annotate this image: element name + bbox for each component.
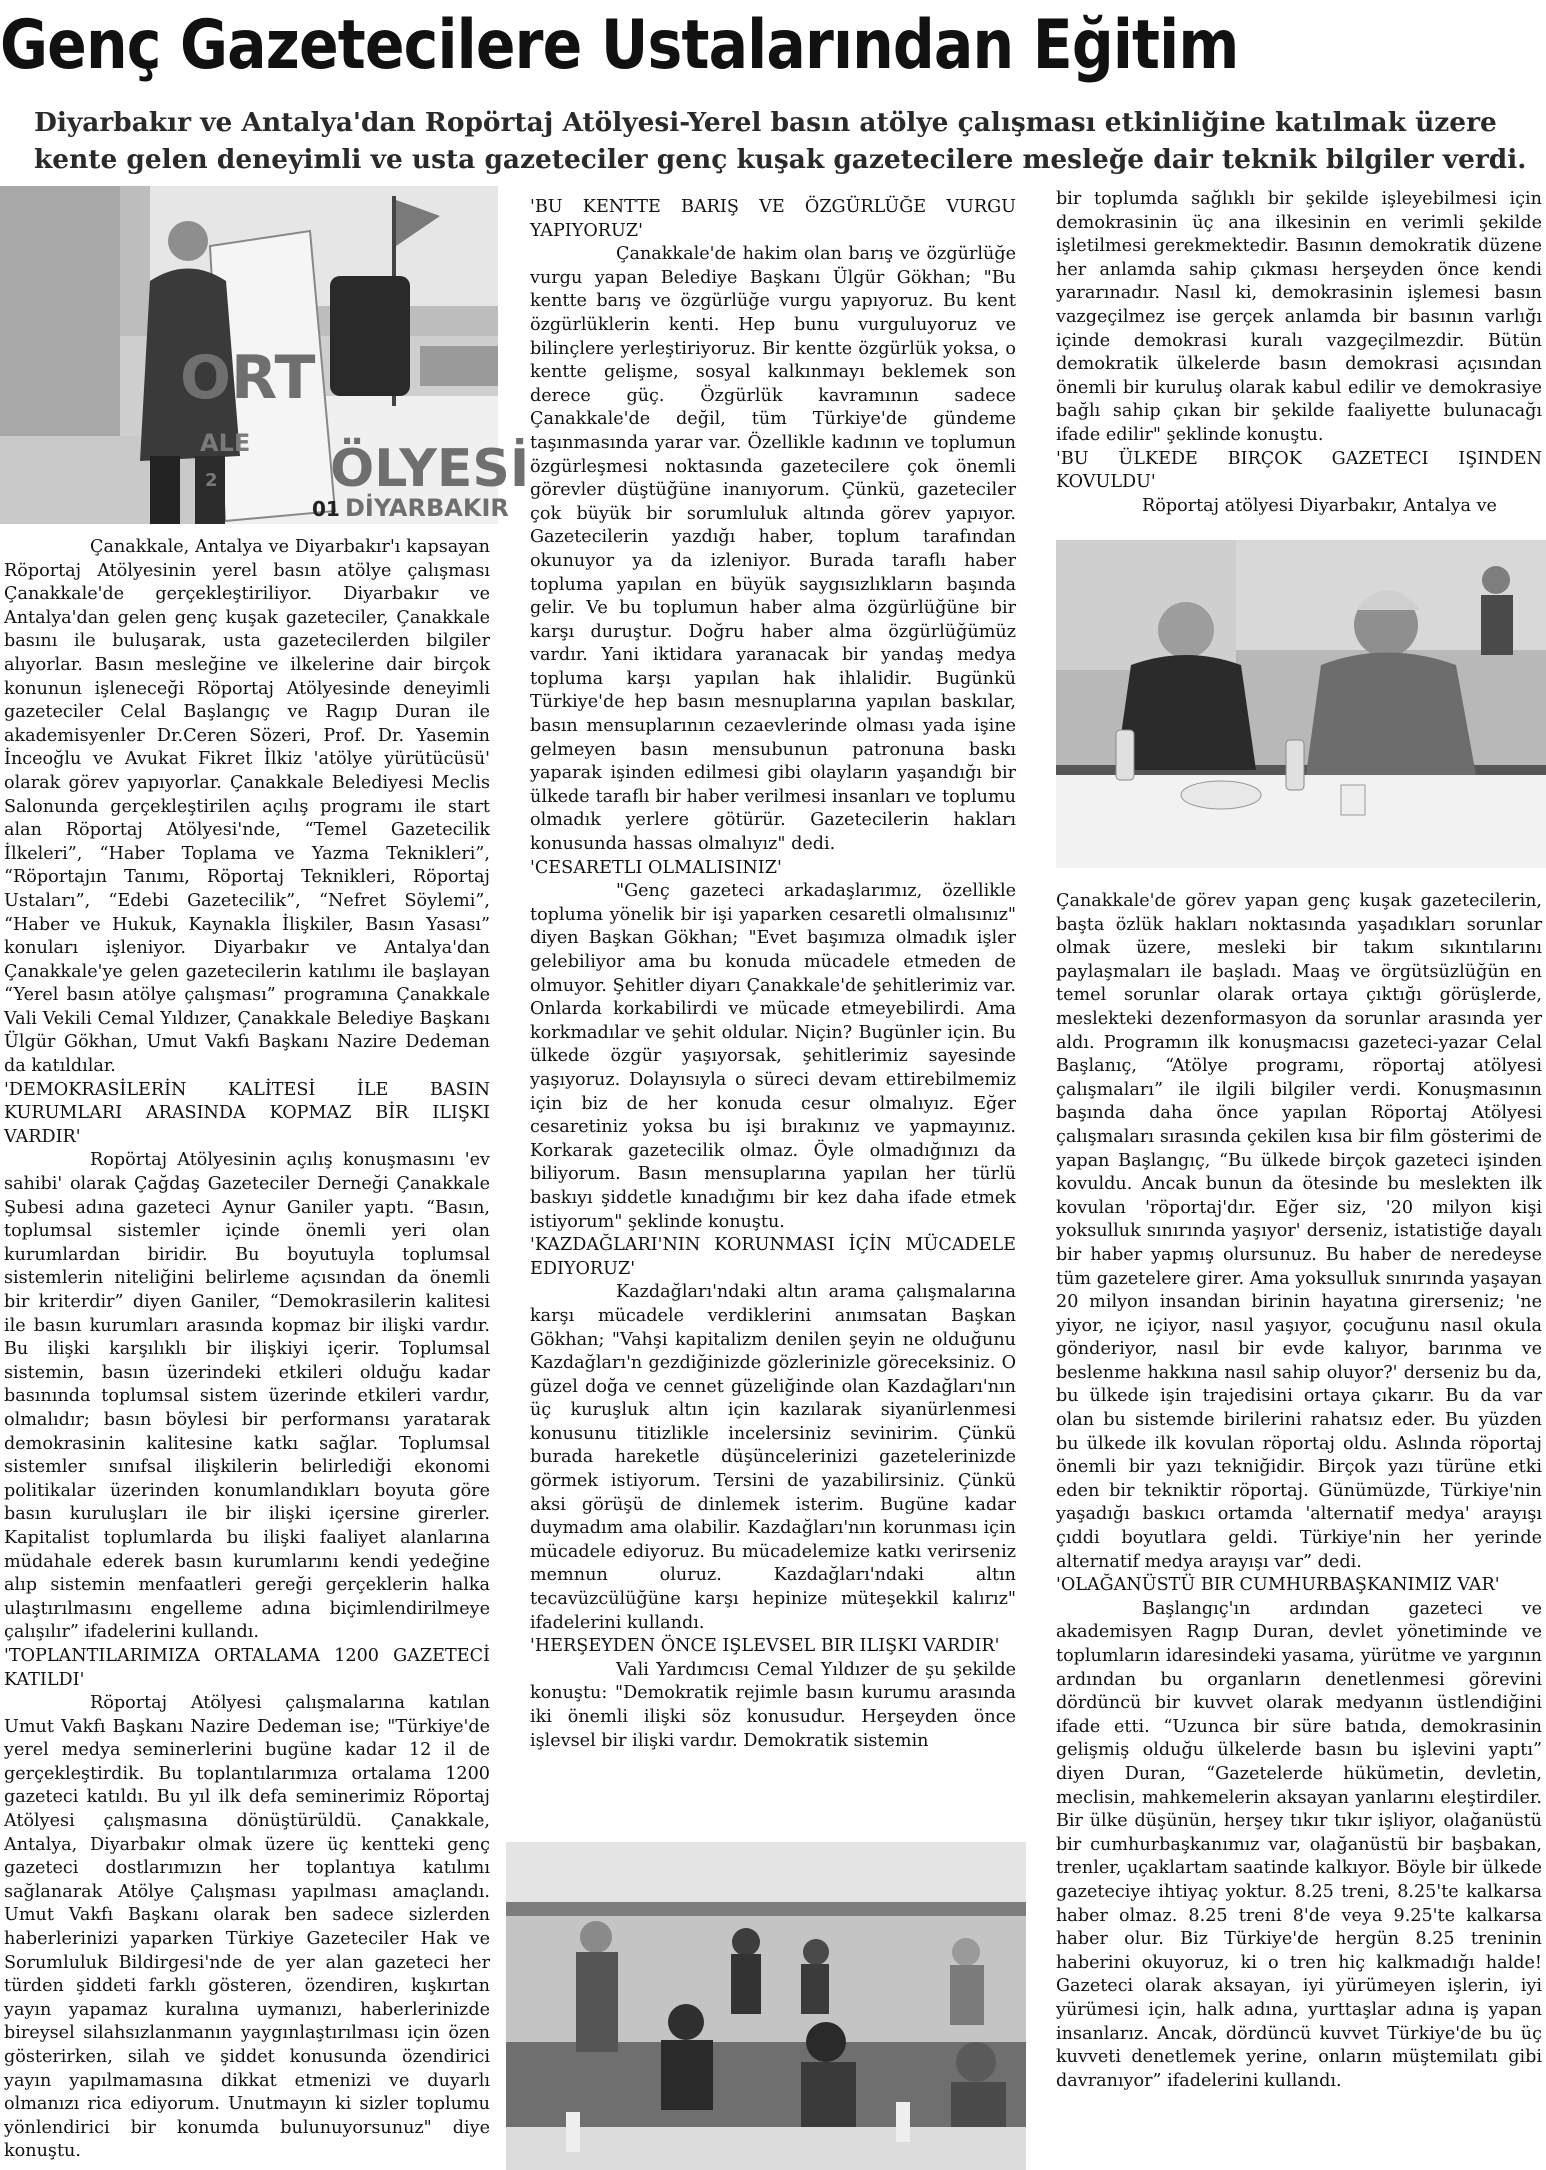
paragraph: Röportaj Atölyesi çalışmalarına katılan Umut Vakfı Başkanı Nazire Dedeman ise; "Türkiye'de yerel medya seminerlerini bugüne kadar 12 il de gerçekleştirdik. Bu toplantılarımıza ortalama 1200 gazeteci katıldı. Bu yıl ilk defa seminerimiz Röportaj Atölyesi çalışmasına dönüştürüldü. Çanakkale, Antalya, Diyarbakır olmak üzere üç kentteki genç gazeteci dostlarımızın her toplantıya katılımı sağlanarak Atölye Çalışması yapılması amaçlandı. Umut Vakfı Başkanı olarak ben sadece sizlerden haberlerinizi yaparken Türkiye Gazeteciler Hak ve Sorumluluk Bildirgesi'nde de yer alan gazeteci her türden şiddeti farklı gösteren, özendiren, kışkırtan yayın yapamaz kuralına uymanızı, haberlerinizde bireysel silahsızlanmanın yaygınlaştırılması için özen gösterirken, silah ve şiddet konusunda özendirici yayın yapılmamasına dikkat etmenizi ve duyarlı olmanızı rica ediyorum. Unutmayın ki sizler toplumu yönlendirici bir konumda bulunuyorsunuz" diye konuştu. bbox=[4, 1693, 490, 2162]
article-column-3-bottom bbox=[1056, 890, 1542, 2093]
headline: Genç Gazetecilere Ustalarından Eğitim bbox=[0, 6, 1239, 85]
banner-text-6: 01 bbox=[312, 497, 340, 521]
subheading: 'DEMOKRASİLERİN KALİTESİ İLE BASIN KURUMLARI ARASINDA KOPMAZ BİR ILIŞKI VARDIR' bbox=[4, 1079, 490, 1147]
banner-text-2: ÖLYESİ bbox=[330, 439, 530, 499]
article-column-3-top bbox=[1056, 188, 1542, 518]
paragraph: Kazdağları'ndaki altın arama çalışmalarına karşı mücadele verdiklerini anımsatan Başkan Gökhan; "Vahşi kapitalizm denilen şeyin ne olduğunu Kazdağları'n gezdiğinizde gözlerinizle göreceksiniz. O güzel doğa ve cennet güzeliğinde olan Kazdağları'nın üç kuruşluk altın için kazılarak siyanürlenmesi konusunu titizlikle incelersiniz sevinirim. Çünkü burada hareketle düşüncelerinizi gazetelerinizde görmek istiyorum. Tersini de yazabilirsiniz. Çünkü aksi görüşü de dinlemek isterim. Bugüne kadar duymadım ama olabilir. Kazdağları'nın korunması için mücadele ediyoruz. Bu mücadelemize katkı verirseniz memnun oluruz. Kazdağları'ndaki altın tecavüzcülüğüne karşı hepinize müteşekkil kalırız" ifadelerini kullandı. bbox=[530, 1282, 1016, 1633]
paragraph: Ropörtaj Atölyesinin açılış konuşmasını 'ev sahibi' olarak Çağdaş Gazeteciler Derneği Çanakkale Şubesi adına gazeteci Aynur Ganiler yaptı. “Basın, toplumsal sistemler içinde önemli yeri olan kurumlardan biridir. Bu boyutuyla toplumsal sistemlerin niteliğini belirleme açısından da önemli bir kriterdir” diyen Ganiler, “Demokrasilerin kalitesi ile basın kurumları arasında kopmaz bir ilişki vardır. Bu ilişki karşılıklı bir ilişkiyi içerir. Toplumsal sistemin, basın üzerindeki etkileri olduğu kadar basınında toplumsal sistem üzerinde etkileri vardır, olmalıdır; basın böylesi bir performansı yaratarak demokrasinin kalitesine katkı sağlar. Toplumsal sistemler sınıfsal ilişkilerin belirlediği ekonomi politikalar üzerinden konumlandıkları boyuta göre basın kuruluşları ile bir ilişki içersine girerler. Kapitalist toplumlarda bu ilişki faaliyet alanlarına müdahale ederek basın kurumlarını kendi yedeğine alıp sistemin menfaatleri gereği gerçeklerin halka ulaştırılmasını engelleme adına biçimlendirilmeye çalışılır” ifadelerini kullandı. bbox=[4, 1150, 490, 1643]
subheading: 'HERŞEYDEN ÖNCE IŞLEVSEL BIR ILIŞKI VARDIR' bbox=[530, 1636, 1000, 1657]
paragraph: "Genç gazeteci arkadaşlarımız, özellikle topluma yönelik bir işi yaparken cesaretli olmalısınız" diyen Başkan Gökhan; "Evet başımıza olmadık işler gelebiliyor ama bu konuda mücadele etmeden de olmuyor. Şehitler diyarı Çanakkale'de şehitlerimiz var. Onlarda korkabilirdi ve mücade etmeyebilirdi. Ama korkmadılar ve şehit oldular. Niçin? Bugünler için. Bu ülkede özgür yaşıyorsak, şehitlerimiz sayesinde yaşıyoruz. Dolayısıyla o süreci devam ettirebilmemiz için biz de her konuda cesur olmalıyız. Eğer cesaretiniz yoksa bu işi bırakınız ve yapmayınız. Korkarak gazetecilik olmaz. Öyle olmadığınızı da biliyorum. Basın mensuplarına yapılan her türlü baskıyı şiddetle kınadığımı bir kez daha ifade etmek istiyorum" şeklinde konuştu. bbox=[530, 881, 1016, 1232]
article-column-2 bbox=[530, 196, 1016, 1753]
subheading: 'KAZDAĞLARI'NIN KORUNMASI İÇİN MÜCADELE EDIYORUZ' bbox=[530, 1235, 1016, 1279]
banner-text-5: 2 bbox=[205, 470, 218, 491]
paragraph: Vali Yardımcısı Cemal Yıldızer de şu şekilde konuştu: "Demokratik rejimle basın kurumu arasında iki önemli ilişki söz konusudur. Herşeyden önce işlevsel bir ilişki vardır. Demokratik sistemin bbox=[530, 1659, 1016, 1751]
photo-workshop-participants bbox=[506, 1842, 1026, 2170]
paragraph: Çanakkale'de hakim olan barış ve özgürlüğe vurgu yapan Belediye Başkanı Ülgür Gökhan; "Bu kentte barış ve özgürlüğe vurgu yapıyoruz. Bu kent özgürlüklerin kenti. Hep bunu vurguluyoruz ve bilinçlere yerleştiriyoruz. Bir kentte özgürlük yoksa, o kentte gelişme, sosyal kalkınmayı beklemek son derece güç. Özgürlük kavramının sadece Çanakkale'de değil, tüm Türkiye'de gündeme taşınmasında yarar var. Özellikle kadının ve toplumun özgürleşmesi noktasında gazetecilere çok önemli görevler düştüğüne inanıyorum. Çünkü, gazeteciler çok büyük bir sorumluluk altında görev yapıyor. Gazetecilerin yazdığı haber, toplum tarafından okunuyor ya da izleniyor. Burada taraflı haber topluma yapılan en büyük saygısızlıkların başında gelir. Ve bu toplumun haber alma özgürlüğüne bir karşı duruştur. Doğru haber alma özgürlüğümüz vardır. Yani iktidara yaranacak bir yandaş medya topluma karşı yapılan hak ihlalidir. Bugünkü Türkiye'de hep basın mesnuplarına yapılan baskılar, basın mensuplarının cezaevlerinde olması yada işine gelmeyen basın mensubunun patronuna baskı yaparak işinden edilmesi gibi olayların yaşandığı bir ülkede taraflı bir haber verilmesi insanları ve toplumu olmadık yerlere götürür. Gazetecilerin hakları konusunda hassas olmalıyız" dedi. bbox=[530, 244, 1016, 855]
paragraph: Çanakkale, Antalya ve Diyarbakır'ı kapsayan Röportaj Atölyesinin yerel basın atölye çalışması Çanakkale'de gerçekleştiriliyor. Diyarbakır ve Antalya'dan gelen genç kuşak gazeteciler, Çanakkale basını ile buluşarak, usta gazetecilerden bilgiler alıyorlar. Basın mesleğine ve ilkelerine dair birçok konunun işleneceği Röportaj Atölyesinde deneyimli gazeteciler Celal Başlangıç ve Ragıp Duran ile akademisyenler Dr.Ceren Sözeri, Prof. Dr. Yasemin İnceoğlu ve Avukat Fikret İlkiz 'atölye yürütücüsü' olarak görev yapıyorlar. Çanakkale Belediyesi Meclis Salonunda gerçekleştirilen açılış programı ile start alan Röportaj Atölyesi'nde, “Temel Gazetecilik İlkeleri”, “Haber Toplama ve Yazma Teknikleri”, “Röportajın Tanımı, Röportaj Teknikleri, Röportaj Ustaları”, “Edebi Gazetecilik”, “Nefret Söylemi”, “Haber ve Hukuk, Kaynakla İlişkiler, Basın Yasası” konuları işleniyor. Diyarbakır ve Antalya'dan Çanakkale'ye gelen gazetecilerin katılımı ile başlayan “Yerel basın atölye çalışması” programına Çanakkale Vali Vekili Cemal Yıldızer, Çanakkale Belediye Başkanı Ülgür Gökhan, Umut Vakfı Başkanı Nazire Dedeman da katıldılar. bbox=[4, 537, 490, 1077]
subheading: 'OLAĞANÜSTÜ BIR CUMHURBAŞKANIMIZ VAR' bbox=[1056, 1575, 1500, 1596]
article-column-1 bbox=[4, 536, 490, 2164]
subheading: 'BU ÜLKEDE BIRÇOK GAZETECI IŞINDEN KOVULDU' bbox=[1056, 448, 1542, 493]
paragraph: Başlangıç'ın ardından gazeteci ve akademisyen Ragıp Duran, devlet yönetiminde ve toplumların idaresindeki yasama, yürütme ve yargının ardından bu organların denetlenmesi görevini dördüncü bir kuvvet olarak medyanın üstlendiğini ifade etti. “Uzunca bir süre batıda, demokrasinin gelişmiş olduğu ülkelerde basın bu işlevini yaptı” diyen Duran, “Gazetelerde hükümetin, devletin, meclisin, mahkemelerin aksayan yanlarını eleştirdiler. Bir ülke düşünün, herşey tıkır tıkır işliyor, olağanüstü bir cumhurbaşkanımız var, olağanüstü bir başbakan, trenler, uçaklartam saatinde kalkıyor. Böyle bir ülkede gazeteciye ihtiyaç yoktur. 8.25 treni, 8.25'te kalkarsa haber olmaz. 8.25 treni 8'de veya 9.25'te kalkarsa haber olur. Biz Türkiye'de hergün 8.25 treninin haberini okuyoruz, ki o tren hiç kalkmadığı halde! Gazeteci olarak aksayan, iyi yürümeyen işlerin, iyi yürümesi için, halk adına, yurttaşlar adına iş yapan insanlarız. Ancak, dördüncü kuvvet Türkiye'de bu üç kuvveti denetlemek yerine, onların müştemilatı gibi davranıyor” ifadelerini kullandı. bbox=[1056, 1598, 1542, 2091]
banner-text-3: DİYARBAKIR bbox=[345, 494, 509, 522]
photo-speaker-flipchart bbox=[0, 186, 530, 524]
deck-subheadline: Diyarbakır ve Antalya'dan Ropörtaj Atölyesi-Yerel basın atölye çalışması etkinliğine katılmak üzere kente gelen deneyimli ve usta gazeteciler genç kuşak gazetecilere mesleğe dair teknik bilgiler verdi. bbox=[34, 107, 1527, 175]
paragraph: Röportaj atölyesi Diyarbakır, Antalya ve bbox=[1142, 495, 1497, 516]
subheading: 'BU KENTTE BARIŞ VE ÖZGÜRLÜĞE VURGU YAPIYORUZ' bbox=[530, 197, 1016, 241]
photo-panel-speakers bbox=[1056, 540, 1546, 868]
banner-text-4: ALE bbox=[200, 429, 251, 457]
paragraph: Çanakkale'de görev yapan genç kuşak gazetecilerin, başta özlük hakları noktasında yaşadıkları sorunlar olmak üzere, mesleki bir takım sıkıntılarını paylaşmaları ile başladı. Maaş ve örgütsüzlüğün en temel sorunlar olarak ortaya çıktığı görüşlerde, meslekteki dezenformasyon da sorunlar arasında yer aldı. Programın ilk konuşmacısı gazeteci-yazar Celal Başlanıç, “Atölye programı, röportaj atölyesi çalışmaları” ile ilgili bilgiler verdi. Konuşmasının başında daha önce yapılan Röportaj Atölyesi çalışmaları sırasında çekilen kısa bir film gösterimi de yapan Başlangıç, “Bu ülkede birçok gazeteci işinden kovuldu. Ancak bunun da ötesinde bu meslekten ilk kovulan 'röportaj'dır. Eğer siz, '20 milyon kişi yoksulluk sınırında yaşıyor' derseniz, istatistiğe dayalı bir haber yapmış olursunuz. Bu haber de neredeyse tüm gazetelere girer. Ama yoksulluk sınırında yaşayan 20 milyon insandan birinin hayatına girerseniz; 'ne yiyor, ne içiyor, nasıl yaşıyor, çocuğunu nasıl okula gönderiyor, nasıl bir evde kalıyor, barınma ve beslenme hakkına nasıl sahip oluyor?' derseniz bu da, bu ülkede işin trajedisini ortaya çıkarır. Bu da var olan bu sistemde birilerini rahatsız eder. Bu yüzden bu ülkede ilk kovulan röportaj oldu. Aslında röportaj önemli bir yazı tekniğidir. Birçok yazı türüne etki eden bir tekniktir röportaj. Günümüzde, Türkiye'nin yaşadığı baskıcı ortamda 'alternatif medya' arayışı çıddi boyutlara geldi. Türkiye'nin her yerinde alternatif medya arayışı var” dedi. bbox=[1056, 891, 1542, 1572]
subheading: 'CESARETLI OLMALISINIZ' bbox=[530, 857, 782, 878]
paragraph: bir toplumda sağlıklı bir şekilde işleyebilmesi için demokrasinin üç ana ilkesinin en verimli şekilde işletilmesi gerekmektedir. Basının demokratik düzene her anlamda sahip çıkması herşeyden önce kendi yararınadır. Nasıl ki, demokrasinin işlemesi basın vazgeçilmez ise gerçek anlamda bir basının varlığı içinde demokrasi kuralı vazgeçilmezdir. Bütün demokratik ülkelerde basın demokrasi açısından önemli bir kuruluş olarak kabul edilir ve demokrasiye bağlı sahip çıkan bir şekilde faaliyette bulunacağı ifade edilir" şeklinde konuştu. bbox=[1056, 189, 1542, 445]
subheading: 'TOPLANTILARIMIZA ORTALAMA 1200 GAZETECİ KATILDI' bbox=[4, 1645, 490, 1690]
banner-text-1: ORT bbox=[180, 343, 316, 413]
